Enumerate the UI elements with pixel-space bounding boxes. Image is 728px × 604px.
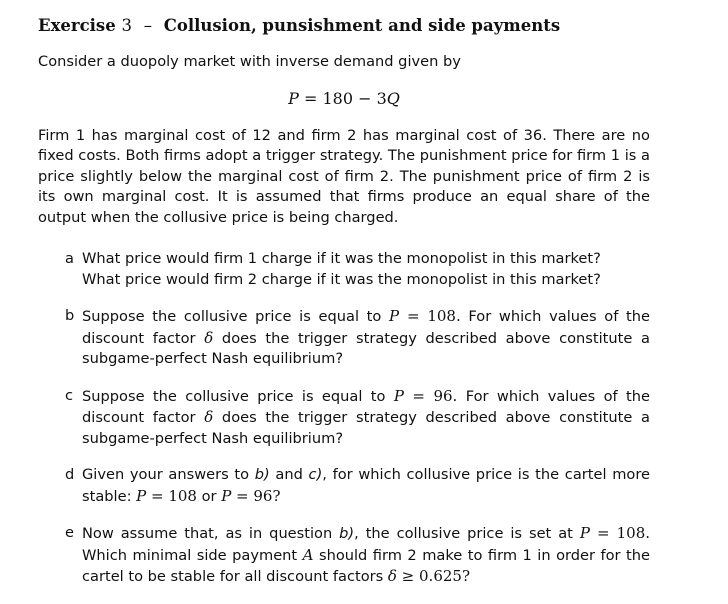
question-text: Now assume that, as in question [82,525,340,542]
question-text: and [269,466,309,483]
math-var: P [389,307,400,325]
problem-paragraph: Firm 1 has marginal cost of 12 and firm 2 has marginal cost of 36. There are no fixed costs. Both firms adopt a trigger strategy. The punishment price for firm 1 is a price slightly below the marginal cost of firm 2. The punishment price of firm 2 is its own marginal cost. It is assumed that firms produce an equal share of the output when the collusive price is being charged. [38,126,650,226]
math-expression [388,567,470,585]
payment-var: A [302,545,314,564]
math-expression [136,487,197,505]
question-text: should firm 2 make to firm 1 in order for the cartel to be stable for all discount factors [82,546,650,585]
question-e [38,523,650,588]
question-text: , the collusive price is set at [354,525,580,542]
question-text: does the trigger strategy described above constitute a subgame-perfect Nash equilibrium? [82,329,650,367]
intro-text: Consider a duopoly market with inverse demand given by [38,53,461,70]
question-marker: c [65,386,74,404]
delta-symbol: δ [204,328,214,347]
math-val: = 96? [231,486,281,505]
question-list [38,249,650,588]
question-a-line1: What price would firm 1 charge if it was the monopolist in this market? [82,250,601,267]
math-expression [221,487,280,505]
math-var: P [221,486,232,505]
question-text: For which values of the discount factor [82,387,650,426]
delta-symbol: δ [204,408,214,426]
exercise-title [38,14,650,38]
math-val: = 96. [403,386,458,405]
question-a-line2: What price would firm 2 charge if it was the monopolist in this market? [82,270,601,288]
exercise-number: 3 [121,16,132,35]
reference-b: b) [339,525,355,542]
question-marker: e [65,524,74,541]
math-val: = 108 [146,486,197,505]
equation-rhs-const: = 180 − 3 [298,88,387,108]
reference-b: b) [254,466,270,483]
demand-equation [38,88,650,110]
math-var: P [136,486,147,505]
reference-c: c) [308,466,323,483]
question-b [38,306,650,370]
question-marker: d [65,466,75,483]
question-text: Suppose the collusive price is equal to [82,308,390,325]
delta-symbol: δ [387,567,397,585]
question-text: does the trigger strategy described above constitute a subgame-perfect Nash equilibrium? [82,409,650,447]
math-var: P [393,386,404,405]
question-a [38,249,650,290]
math-ineq: ≥ 0.625? [396,567,470,585]
math-val: = 108. [589,524,651,542]
question-marker: a [65,250,74,267]
exercise-heading: Collusion, punsishment and side payments [163,16,561,35]
question-text: or [196,487,222,505]
equation-lhs: P [288,88,299,108]
question-marker: b [65,307,75,324]
math-var: P [579,524,590,542]
equation-rhs-var: Q [386,88,400,108]
exercise-label: Exercise [38,16,116,35]
question-text: Suppose the collusive price is equal to [82,387,394,405]
question-text: Given your answers to [82,466,255,483]
question-text: For which values of the discount factor [82,308,650,347]
math-val: = 108. [399,307,461,325]
question-text: , for which collusive price is the cartel more stable: [82,466,650,505]
title-dash: – [143,16,152,35]
question-c [38,386,650,450]
question-d [38,465,650,507]
question-text: Which minimal side payment [82,546,303,564]
math-expression [394,387,458,405]
math-expression [580,524,650,542]
exercise-page [38,14,650,604]
math-expression [389,307,461,325]
